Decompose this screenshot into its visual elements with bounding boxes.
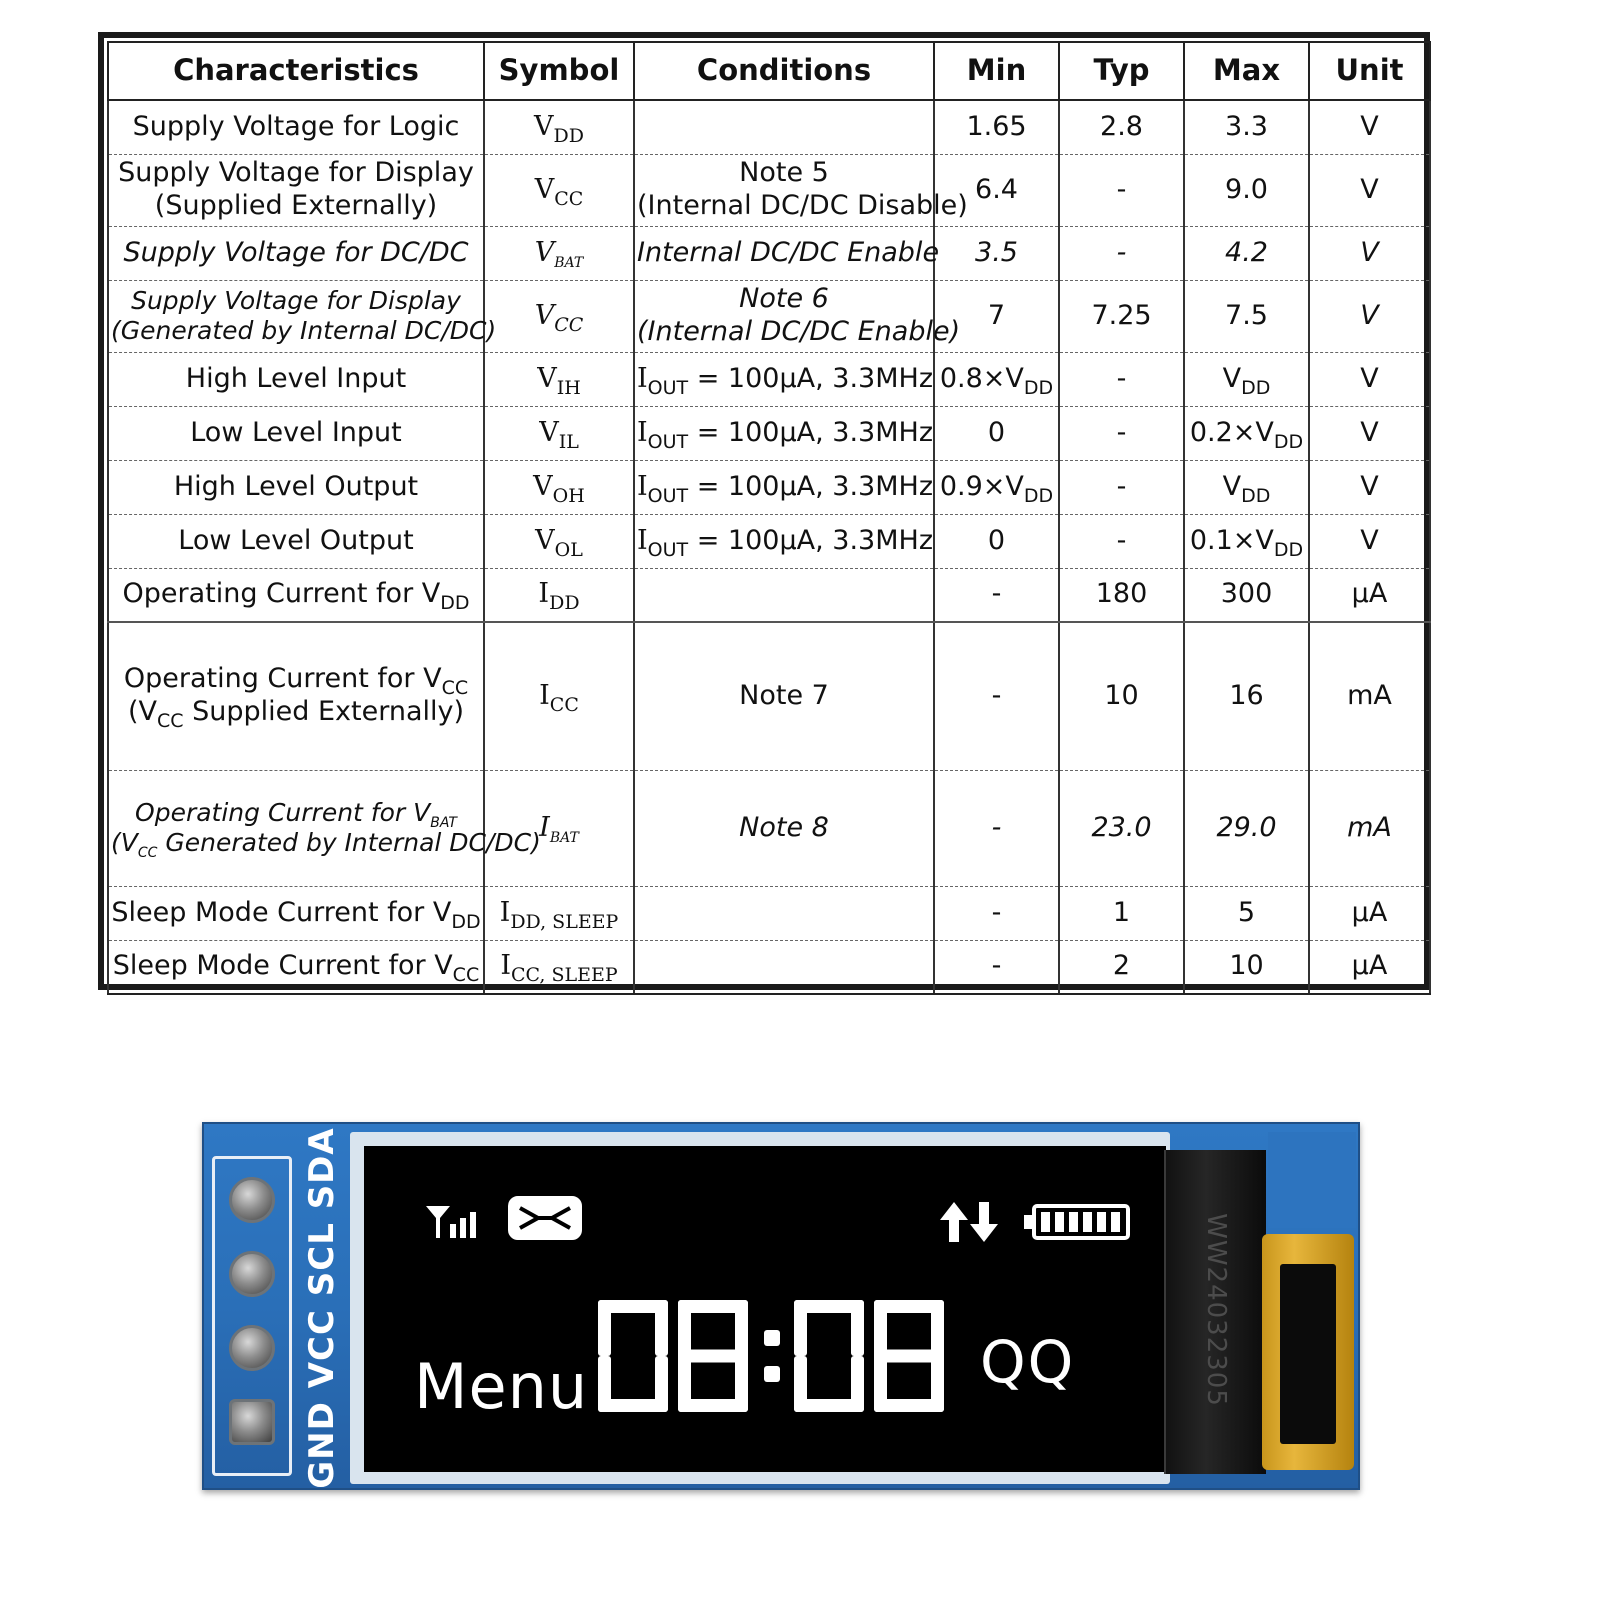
- oled-screen: [364, 1146, 1166, 1472]
- cell-typ: 1: [1059, 886, 1184, 940]
- cell-typ: 2.8: [1059, 100, 1184, 154]
- header-min: Min: [934, 42, 1059, 100]
- table-row: [108, 460, 1430, 514]
- cell-max: 300: [1184, 568, 1309, 622]
- cell-characteristic: Operating Current for $V_{BAT}$ ($V_{CC}$ Generated by Internal DC/DC): [108, 770, 484, 886]
- cell-characteristic: Sleep Mode Current for $V_{DD}$: [108, 886, 484, 940]
- cell-symbol: $I_{CC}$: [484, 622, 634, 770]
- cell-unit: µA: [1309, 886, 1430, 940]
- clock-segment: [598, 1356, 611, 1412]
- oled-module-board: [202, 1122, 1360, 1490]
- cell-max: $0.1\times V_{DD}$: [1184, 514, 1309, 568]
- cell-characteristic: Operating Current for $V_{DD}$: [108, 568, 484, 622]
- cell-symbol: $I_{DD}$: [484, 568, 634, 622]
- clock-segment: [655, 1300, 668, 1356]
- cell-max: 7.5: [1184, 280, 1309, 352]
- battery-cell: [1055, 1212, 1064, 1232]
- cell-symbol: $V_{OL}$: [484, 514, 634, 568]
- cell-unit: V: [1309, 100, 1430, 154]
- cell-conditions: Internal DC/DC Enable: [634, 226, 934, 280]
- clock-colon-dot: [764, 1330, 780, 1346]
- battery-cell: [1069, 1212, 1078, 1232]
- spec-table-frame: [98, 32, 1430, 990]
- clock-segment: [678, 1350, 748, 1363]
- cell-typ: -: [1059, 226, 1184, 280]
- header-characteristics: Characteristics: [108, 42, 484, 100]
- battery-cell: [1083, 1212, 1092, 1232]
- table-row: [108, 622, 1430, 770]
- cell-unit: V: [1309, 280, 1430, 352]
- table-row: [108, 886, 1430, 940]
- header-conditions: Conditions: [634, 42, 934, 100]
- table-row: [108, 514, 1430, 568]
- cell-min: 0: [934, 514, 1059, 568]
- clock-segment: [598, 1300, 611, 1356]
- cell-max: 29.0: [1184, 770, 1309, 886]
- cell-min: 6.4: [934, 154, 1059, 226]
- pin-labels: GND VCC SCL SDA: [302, 1127, 342, 1489]
- cell-min: -: [934, 940, 1059, 994]
- table-row: [108, 352, 1430, 406]
- cell-typ: 23.0: [1059, 770, 1184, 886]
- cell-typ: -: [1059, 406, 1184, 460]
- cell-max: 3.3: [1184, 100, 1309, 154]
- menu-label: Menu: [414, 1350, 589, 1423]
- mail-icon: [508, 1196, 582, 1240]
- cell-characteristic: Supply Voltage for Display (Generated by Internal DC/DC): [108, 280, 484, 352]
- pin-hole-icon: [229, 1251, 275, 1297]
- board-corner: [1268, 1132, 1356, 1228]
- pin-hole-icon: [229, 1325, 275, 1371]
- battery-cell: [1097, 1212, 1106, 1232]
- clock-segment: [794, 1300, 807, 1356]
- cell-conditions: $I_{OUT} = 100\mu A$, 3.3MHz: [634, 460, 934, 514]
- table-row: [108, 406, 1430, 460]
- cell-symbol: $V_{CC}$: [484, 154, 634, 226]
- cell-typ: 180: [1059, 568, 1184, 622]
- cell-max: $V_{DD}$: [1184, 352, 1309, 406]
- clock-segment: [874, 1300, 887, 1356]
- cell-typ: -: [1059, 352, 1184, 406]
- display-panel-edge: [1164, 1150, 1266, 1474]
- cell-unit: V: [1309, 406, 1430, 460]
- cell-typ: 2: [1059, 940, 1184, 994]
- table-row: [108, 226, 1430, 280]
- cell-characteristic: High Level Input: [108, 352, 484, 406]
- cell-symbol: $V_{CC}$: [484, 280, 634, 352]
- cell-min: $0.8\times V_{DD}$: [934, 352, 1059, 406]
- cell-unit: V: [1309, 154, 1430, 226]
- cell-min: 3.5: [934, 226, 1059, 280]
- table-row: [108, 100, 1430, 154]
- cell-unit: V: [1309, 514, 1430, 568]
- cell-conditions: Note 7: [634, 622, 934, 770]
- cell-unit: µA: [1309, 568, 1430, 622]
- cell-symbol: $V_{OH}$: [484, 460, 634, 514]
- cell-max: 4.2: [1184, 226, 1309, 280]
- cell-min: 7: [934, 280, 1059, 352]
- clock-segment: [874, 1356, 887, 1412]
- pin-header: [212, 1156, 292, 1476]
- cell-symbol: $V_{IH}$: [484, 352, 634, 406]
- cell-unit: mA: [1309, 622, 1430, 770]
- clock-segment: [735, 1300, 748, 1356]
- clock-segment: [678, 1356, 691, 1412]
- cell-max: 16: [1184, 622, 1309, 770]
- pin-hole-icon: [229, 1177, 275, 1223]
- cell-unit: µA: [1309, 940, 1430, 994]
- cell-max: $0.2\times V_{DD}$: [1184, 406, 1309, 460]
- cell-characteristic: Supply Voltage for Display (Supplied Externally): [108, 154, 484, 226]
- clock-display: [596, 1296, 948, 1416]
- cell-characteristic: Low Level Output: [108, 514, 484, 568]
- cell-min: 1.65: [934, 100, 1059, 154]
- cell-min: $0.9\times V_{DD}$: [934, 460, 1059, 514]
- clock-segment: [874, 1350, 944, 1363]
- electrical-characteristics-table: [107, 41, 1431, 995]
- cell-max: 9.0: [1184, 154, 1309, 226]
- clock-segment: [851, 1300, 864, 1356]
- cell-conditions: Note 5 (Internal DC/DC Disable): [634, 154, 934, 226]
- cell-conditions: Note 6 (Internal DC/DC Enable): [634, 280, 934, 352]
- cell-conditions: [634, 940, 934, 994]
- cell-symbol: $I_{DD, SLEEP}$: [484, 886, 634, 940]
- header-unit: Unit: [1309, 42, 1430, 100]
- cell-min: 0: [934, 406, 1059, 460]
- cell-symbol: $I_{CC, SLEEP}$: [484, 940, 634, 994]
- cell-characteristic: Low Level Input: [108, 406, 484, 460]
- header-symbol: Symbol: [484, 42, 634, 100]
- table-row: [108, 940, 1430, 994]
- cell-characteristic: Sleep Mode Current for $V_{CC}$: [108, 940, 484, 994]
- cell-symbol: $I_{BAT}$: [484, 770, 634, 886]
- cell-conditions: [634, 100, 934, 154]
- cell-unit: V: [1309, 460, 1430, 514]
- table-row: [108, 280, 1430, 352]
- table-row: [108, 568, 1430, 622]
- qq-app-label: QQ: [980, 1328, 1076, 1396]
- clock-segment: [678, 1300, 691, 1356]
- clock-segment: [794, 1356, 807, 1412]
- table-header-row: [108, 42, 1430, 100]
- cell-min: -: [934, 770, 1059, 886]
- cell-typ: 10: [1059, 622, 1184, 770]
- table-row: [108, 770, 1430, 886]
- cell-symbol: $V_{IL}$: [484, 406, 634, 460]
- pin-hole-square-icon: [229, 1399, 275, 1445]
- cell-conditions: [634, 568, 934, 622]
- cell-max: 5: [1184, 886, 1309, 940]
- up-down-arrows-icon: [938, 1200, 1002, 1244]
- battery-cell: [1041, 1212, 1050, 1232]
- cell-characteristic: Supply Voltage for Logic: [108, 100, 484, 154]
- cell-unit: V: [1309, 352, 1430, 406]
- cell-unit: mA: [1309, 770, 1430, 886]
- cell-conditions: $I_{OUT} = 100\mu A$, 3.3MHz: [634, 406, 934, 460]
- cell-symbol: $V_{BAT}$: [484, 226, 634, 280]
- cell-typ: -: [1059, 514, 1184, 568]
- cell-unit: V: [1309, 226, 1430, 280]
- cell-max: $V_{DD}$: [1184, 460, 1309, 514]
- battery-icon: [1024, 1204, 1130, 1240]
- cell-symbol: $V_{DD}$: [484, 100, 634, 154]
- table-row: [108, 154, 1430, 226]
- clock-colon-dot: [764, 1366, 780, 1382]
- cell-max: 10: [1184, 940, 1309, 994]
- cell-min: -: [934, 568, 1059, 622]
- panel-code-label: WW24032305: [1201, 1213, 1231, 1407]
- clock-segment: [931, 1300, 944, 1356]
- cell-conditions: [634, 886, 934, 940]
- cell-conditions: $I_{OUT} = 100\mu A$, 3.3MHz: [634, 514, 934, 568]
- cell-min: -: [934, 886, 1059, 940]
- cell-typ: -: [1059, 460, 1184, 514]
- cell-typ: -: [1059, 154, 1184, 226]
- cell-conditions: Note 8: [634, 770, 934, 886]
- header-typ: Typ: [1059, 42, 1184, 100]
- cell-typ: 7.25: [1059, 280, 1184, 352]
- cell-conditions: $I_{OUT} = 100\mu A$, 3.3MHz: [634, 352, 934, 406]
- cell-characteristic: Supply Voltage for DC/DC: [108, 226, 484, 280]
- cell-characteristic: High Level Output: [108, 460, 484, 514]
- cell-characteristic: Operating Current for $V_{CC}$ ($V_{CC}$ Supplied Externally): [108, 622, 484, 770]
- signal-icon: [424, 1202, 484, 1242]
- cell-min: -: [934, 622, 1059, 770]
- flex-cable: [1262, 1234, 1354, 1470]
- pin-label-strip: [300, 1127, 344, 1489]
- header-max: Max: [1184, 42, 1309, 100]
- battery-cell: [1111, 1212, 1120, 1232]
